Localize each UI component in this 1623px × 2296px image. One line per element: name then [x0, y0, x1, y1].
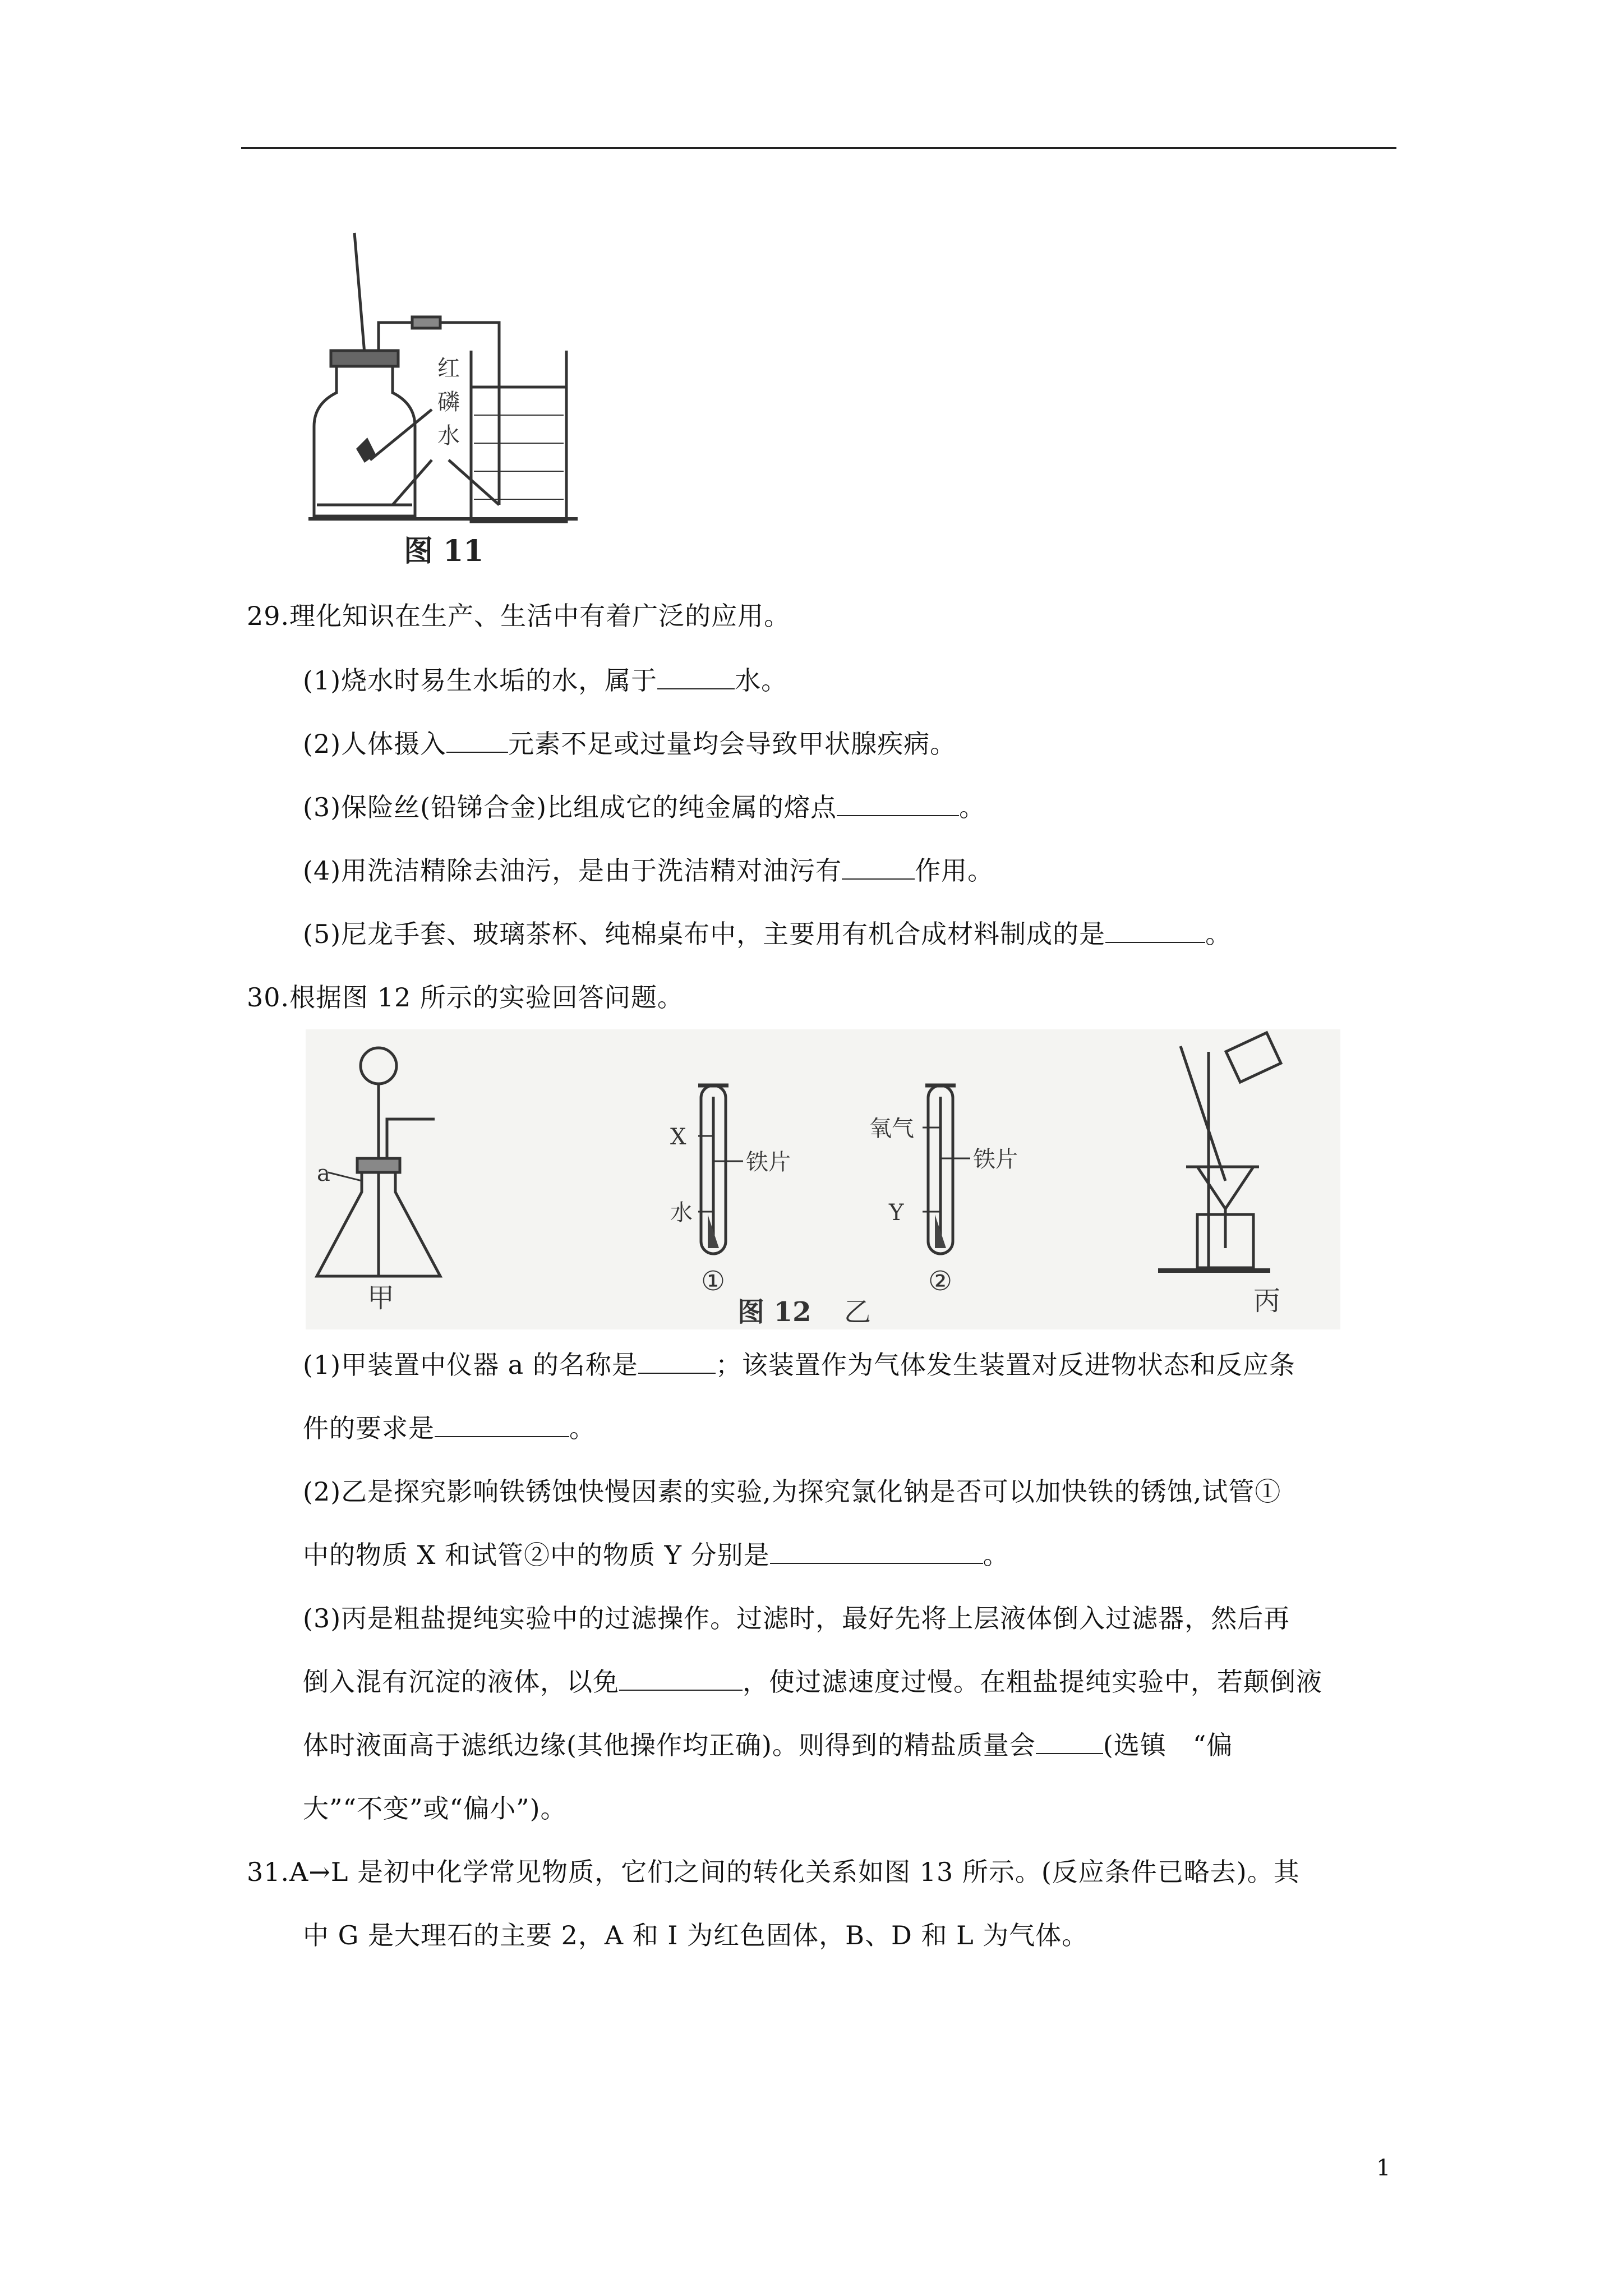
- header-rule: [241, 147, 1396, 149]
- q29-stem: 29.理化知识在生产、生活中有着广泛的应用。: [247, 601, 791, 631]
- fig12-label-yi: 乙: [844, 1296, 872, 1328]
- fig12-label-iron-1: 铁片: [746, 1149, 791, 1175]
- q31-line2: 中 G 是大理石的主要 2，A 和 I 为红色固体，B、D 和 L 为气体。: [303, 1920, 1089, 1950]
- q29-item-1: (1)烧水时易生水垢的水，属于 水。: [303, 665, 788, 696]
- fig11-label-char: 磷: [437, 389, 460, 415]
- fig11-caption: 图 11: [404, 534, 484, 568]
- fig11-label-char: 红: [437, 356, 460, 381]
- q30-part2-line2: 中的物质 X 和试管②中的物质 Y 分别是 。: [303, 1540, 1009, 1570]
- q30-stem: 30.根据图 12 所示的实验回答问题。: [247, 982, 684, 1013]
- q30-part3-line4: 大”“不变”或“偏小”)。: [303, 1793, 567, 1824]
- fig12-tube-2-label: ②: [928, 1266, 953, 1297]
- fig12-label-iron-2: 铁片: [973, 1147, 1018, 1172]
- q29-item-5: (5)尼龙手套、玻璃茶杯、纯棉桌布中，主要用有机合成材料制成的是 。: [303, 919, 1232, 949]
- fig12-label-jia: 甲: [367, 1282, 395, 1314]
- figure-12: [306, 1029, 1340, 1329]
- fig12-label-y: Y: [889, 1200, 904, 1226]
- q29-item-2: (2)人体摄入 元素不足或过量均会导致甲状腺疾病。: [303, 729, 957, 759]
- q30-part2-line1: (2)乙是探究影响铁锈蚀快慢因素的实验,为探究氯化钠是否可以加快铁的锈蚀,试管①: [303, 1476, 1281, 1507]
- figure-11: [303, 224, 594, 572]
- fig12-label-oxygen: 氧气: [869, 1116, 914, 1142]
- fig12-label-x: X: [670, 1124, 686, 1150]
- q30-part1-line1: (1)甲装置中仪器 a 的名称是 ；该装置作为气体发生装置对反进物状态和反应条: [303, 1350, 1295, 1380]
- fig12-tube-1-label: ①: [701, 1266, 726, 1297]
- q30-part3-line2: 倒入混有沉淀的液体，以免 ，使过滤速度过慢。在粗盐提纯实验中，若颠倒液: [303, 1667, 1322, 1697]
- q30-part3-line3: 体时液面高于滤纸边缘(其他操作均正确)。则得到的精盐质量会 (选镇 “偏: [303, 1730, 1233, 1760]
- fig11-label-char: 水: [437, 423, 460, 449]
- q30-part1-line2: 件的要求是 。: [303, 1413, 596, 1443]
- fig12-label-a: a: [317, 1161, 330, 1186]
- fig12-label-water: 水: [670, 1200, 693, 1226]
- fig12-caption: 图 12: [737, 1296, 811, 1328]
- q29-item-3: (3)保险丝(铅锑合金)比组成它的纯金属的熔点 。: [303, 792, 986, 822]
- q31-line1: 31.A→L 是初中化学常见物质，它们之间的转化关系如图 13 所示。(反应条件已略去)。其: [247, 1857, 1300, 1887]
- q30-part3-line1: (3)丙是粗盐提纯实验中的过滤操作。过滤时，最好先将上层液体倒入过滤器，然后再: [303, 1603, 1290, 1634]
- page-number: 1: [1376, 2155, 1391, 2181]
- q29-item-4: (4)用洗洁精除去油污，是由于洗洁精对油污有 作用。: [303, 855, 994, 886]
- fig12-label-bing: 丙: [1253, 1285, 1281, 1317]
